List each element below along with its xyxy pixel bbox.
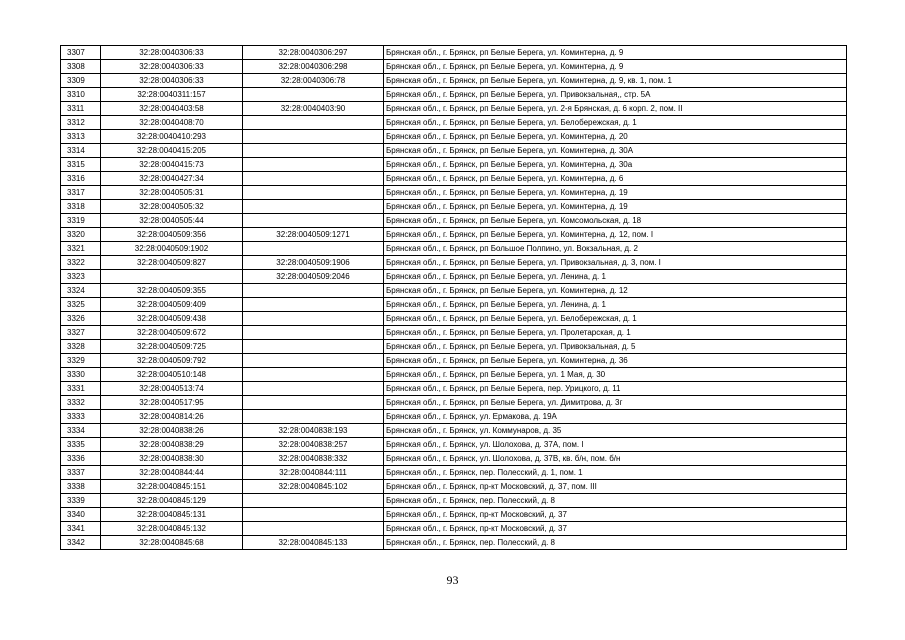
address-cell: Брянская обл., г. Брянск, рп Белые Берега, ул. Коминтерна, д. 9 (384, 60, 847, 74)
table-row (61, 536, 847, 550)
table-row (61, 186, 847, 200)
address-cell: Брянская обл., г. Брянск, пер. Полесский, д. 1, пом. 1 (384, 466, 847, 480)
object-cadastral-number-cell (243, 396, 384, 410)
object-cadastral-number-cell (243, 410, 384, 424)
row-number-cell: 3312 (61, 116, 101, 130)
address-cell: Брянская обл., г. Брянск, рп Белые Берега, ул. Белобережская, д. 1 (384, 312, 847, 326)
table-row (61, 494, 847, 508)
row-number-cell: 3313 (61, 130, 101, 144)
table-row (61, 452, 847, 466)
row-number-cell: 3339 (61, 494, 101, 508)
address-cell: Брянская обл., г. Брянск, рп Белые Берега, ул. Коминтерна, д. 6 (384, 172, 847, 186)
land-cadastral-number-cell: 32:28:0040509:725 (101, 340, 243, 354)
address-cell: Брянская обл., г. Брянск, пр-кт Московский, д. 37 (384, 522, 847, 536)
table-row (61, 438, 847, 452)
table-row (61, 102, 847, 116)
address-cell: Брянская обл., г. Брянск, рп Белые Берега, ул. Коминтерна, д. 9 (384, 46, 847, 60)
land-cadastral-number-cell: 32:28:0040814:26 (101, 410, 243, 424)
land-cadastral-number-cell: 32:28:0040513:74 (101, 382, 243, 396)
land-cadastral-number-cell: 32:28:0040510:148 (101, 368, 243, 382)
land-cadastral-number-cell: 32:28:0040838:29 (101, 438, 243, 452)
table-row (61, 172, 847, 186)
address-cell: Брянская обл., г. Брянск, рп Белые Берега, ул. Коминтерна, д. 30а (384, 158, 847, 172)
object-cadastral-number-cell (243, 508, 384, 522)
table-row (61, 340, 847, 354)
address-cell: Брянская обл., г. Брянск, ул. Ермакова, д. 19А (384, 410, 847, 424)
object-cadastral-number-cell (243, 340, 384, 354)
object-cadastral-number-cell (243, 158, 384, 172)
table-row (61, 144, 847, 158)
address-cell: Брянская обл., г. Брянск, рп Белые Берега, ул. Димитрова, д. 3г (384, 396, 847, 410)
land-cadastral-number-cell: 32:28:0040838:30 (101, 452, 243, 466)
object-cadastral-number-cell: 32:28:0040306:298 (243, 60, 384, 74)
land-cadastral-number-cell: 32:28:0040509:356 (101, 228, 243, 242)
land-cadastral-number-cell: 32:28:0040509:355 (101, 284, 243, 298)
address-cell: Брянская обл., г. Брянск, рп Белые Берега, ул. Ленина, д. 1 (384, 270, 847, 284)
row-number-cell: 3332 (61, 396, 101, 410)
object-cadastral-number-cell (243, 522, 384, 536)
object-cadastral-number-cell: 32:28:0040509:1906 (243, 256, 384, 270)
address-cell: Брянская обл., г. Брянск, рп Большое Полпино, ул. Вокзальная, д. 2 (384, 242, 847, 256)
land-cadastral-number-cell: 32:28:0040845:131 (101, 508, 243, 522)
table-row (61, 214, 847, 228)
row-number-cell: 3337 (61, 466, 101, 480)
object-cadastral-number-cell (243, 88, 384, 102)
land-cadastral-number-cell: 32:28:0040306:33 (101, 74, 243, 88)
address-cell: Брянская обл., г. Брянск, рп Белые Берега, ул. Привокзальная, д. 5 (384, 340, 847, 354)
object-cadastral-number-cell: 32:28:0040306:297 (243, 46, 384, 60)
page-number: 93 (446, 573, 459, 587)
row-number-cell: 3324 (61, 284, 101, 298)
land-cadastral-number-cell: 32:28:0040403:58 (101, 102, 243, 116)
address-cell: Брянская обл., г. Брянск, рп Белые Берега, ул. Коминтерна, д. 9, кв. 1, пом. 1 (384, 74, 847, 88)
land-cadastral-number-cell: 32:28:0040509:792 (101, 354, 243, 368)
row-number-cell: 3325 (61, 298, 101, 312)
table-row (61, 130, 847, 144)
object-cadastral-number-cell: 32:28:0040845:102 (243, 480, 384, 494)
object-cadastral-number-cell (243, 326, 384, 340)
row-number-cell: 3315 (61, 158, 101, 172)
row-number-cell: 3331 (61, 382, 101, 396)
row-number-cell: 3320 (61, 228, 101, 242)
row-number-cell: 3322 (61, 256, 101, 270)
table-row (61, 256, 847, 270)
object-cadastral-number-cell (243, 200, 384, 214)
address-cell: Брянская обл., г. Брянск, пер. Полесский, д. 8 (384, 536, 847, 550)
row-number-cell: 3330 (61, 368, 101, 382)
object-cadastral-number-cell: 32:28:0040838:193 (243, 424, 384, 438)
land-cadastral-number-cell: 32:28:0040509:1902 (101, 242, 243, 256)
row-number-cell: 3323 (61, 270, 101, 284)
row-number-cell: 3341 (61, 522, 101, 536)
object-cadastral-number-cell: 32:28:0040306:78 (243, 74, 384, 88)
row-number-cell: 3340 (61, 508, 101, 522)
row-number-cell: 3329 (61, 354, 101, 368)
land-cadastral-number-cell: 32:28:0040306:33 (101, 60, 243, 74)
address-cell: Брянская обл., г. Брянск, рп Белые Берега, ул. Привокзальная, д. 3, пом. I (384, 256, 847, 270)
row-number-cell: 3314 (61, 144, 101, 158)
table-row (61, 298, 847, 312)
table-row (61, 522, 847, 536)
registry-table (60, 45, 847, 550)
address-cell: Брянская обл., г. Брянск, рп Белые Берега, ул. Комсомольская, д. 18 (384, 214, 847, 228)
land-cadastral-number-cell: 32:28:0040845:129 (101, 494, 243, 508)
table-row (61, 326, 847, 340)
object-cadastral-number-cell: 32:28:0040403:90 (243, 102, 384, 116)
row-number-cell: 3317 (61, 186, 101, 200)
table-row (61, 60, 847, 74)
table-row (61, 396, 847, 410)
address-cell: Брянская обл., г. Брянск, рп Белые Берега, ул. Белобережская, д. 1 (384, 116, 847, 130)
land-cadastral-number-cell: 32:28:0040845:151 (101, 480, 243, 494)
address-cell: Брянская обл., г. Брянск, рп Белые Берега, ул. Коминтерна, д. 20 (384, 130, 847, 144)
table-row (61, 74, 847, 88)
address-cell: Брянская обл., г. Брянск, рп Белые Берега, ул. Коминтерна, д. 19 (384, 200, 847, 214)
land-cadastral-number-cell: 32:28:0040505:31 (101, 186, 243, 200)
address-cell: Брянская обл., г. Брянск, пр-кт Московский, д. 37 (384, 508, 847, 522)
row-number-cell: 3335 (61, 438, 101, 452)
row-number-cell: 3316 (61, 172, 101, 186)
land-cadastral-number-cell: 32:28:0040311:157 (101, 88, 243, 102)
land-cadastral-number-cell: 32:28:0040427:34 (101, 172, 243, 186)
table-row (61, 284, 847, 298)
object-cadastral-number-cell: 32:28:0040509:1271 (243, 228, 384, 242)
address-cell: Брянская обл., г. Брянск, пер. Полесский, д. 8 (384, 494, 847, 508)
row-number-cell: 3334 (61, 424, 101, 438)
land-cadastral-number-cell: 32:28:0040509:672 (101, 326, 243, 340)
land-cadastral-number-cell: 32:28:0040306:33 (101, 46, 243, 60)
row-number-cell: 3311 (61, 102, 101, 116)
land-cadastral-number-cell: 32:28:0040845:68 (101, 536, 243, 550)
land-cadastral-number-cell: 32:28:0040505:32 (101, 200, 243, 214)
address-cell: Брянская обл., г. Брянск, рп Белые Берега, ул. 1 Мая, д. 30 (384, 368, 847, 382)
land-cadastral-number-cell: 32:28:0040410:293 (101, 130, 243, 144)
land-cadastral-number-cell: 32:28:0040509:409 (101, 298, 243, 312)
table-row (61, 354, 847, 368)
table-row (61, 466, 847, 480)
address-cell: Брянская обл., г. Брянск, рп Белые Берега, пер. Урицкого, д. 11 (384, 382, 847, 396)
address-cell: Брянская обл., г. Брянск, рп Белые Берега, ул. Коминтерна, д. 12, пом. I (384, 228, 847, 242)
row-number-cell: 3326 (61, 312, 101, 326)
row-number-cell: 3338 (61, 480, 101, 494)
land-cadastral-number-cell (101, 270, 243, 284)
table-row (61, 116, 847, 130)
land-cadastral-number-cell: 32:28:0040415:73 (101, 158, 243, 172)
table-row (61, 158, 847, 172)
object-cadastral-number-cell: 32:28:0040845:133 (243, 536, 384, 550)
row-number-cell: 3309 (61, 74, 101, 88)
row-number-cell: 3310 (61, 88, 101, 102)
address-cell: Брянская обл., г. Брянск, ул. Коммунаров, д. 35 (384, 424, 847, 438)
row-number-cell: 3308 (61, 60, 101, 74)
table-row (61, 46, 847, 60)
address-cell: Брянская обл., г. Брянск, рп Белые Берега, ул. Коминтерна, д. 12 (384, 284, 847, 298)
object-cadastral-number-cell (243, 130, 384, 144)
address-cell: Брянская обл., г. Брянск, ул. Шолохова, д. 37В, кв. б/н, пом. б/н (384, 452, 847, 466)
object-cadastral-number-cell (243, 214, 384, 228)
table-row (61, 424, 847, 438)
row-number-cell: 3342 (61, 536, 101, 550)
land-cadastral-number-cell: 32:28:0040509:827 (101, 256, 243, 270)
address-cell: Брянская обл., г. Брянск, рп Белые Берега, ул. Коминтерна, д. 36 (384, 354, 847, 368)
object-cadastral-number-cell (243, 144, 384, 158)
table-row (61, 368, 847, 382)
row-number-cell: 3319 (61, 214, 101, 228)
address-cell: Брянская обл., г. Брянск, рп Белые Берега, ул. Привокзальная,, стр. 5А (384, 88, 847, 102)
object-cadastral-number-cell (243, 172, 384, 186)
object-cadastral-number-cell (243, 116, 384, 130)
table-row (61, 242, 847, 256)
row-number-cell: 3321 (61, 242, 101, 256)
address-cell: Брянская обл., г. Брянск, пр-кт Московский, д. 37, пом. III (384, 480, 847, 494)
object-cadastral-number-cell (243, 284, 384, 298)
address-cell: Брянская обл., г. Брянск, рп Белые Берега, ул. Коминтерна, д. 30А (384, 144, 847, 158)
object-cadastral-number-cell (243, 494, 384, 508)
table-row (61, 200, 847, 214)
land-cadastral-number-cell: 32:28:0040845:132 (101, 522, 243, 536)
object-cadastral-number-cell: 32:28:0040844:111 (243, 466, 384, 480)
row-number-cell: 3336 (61, 452, 101, 466)
address-cell: Брянская обл., г. Брянск, рп Белые Берега, ул. Коминтерна, д. 19 (384, 186, 847, 200)
object-cadastral-number-cell (243, 382, 384, 396)
land-cadastral-number-cell: 32:28:0040844:44 (101, 466, 243, 480)
address-cell: Брянская обл., г. Брянск, рп Белые Берега, ул. Пролетарская, д. 1 (384, 326, 847, 340)
table-row (61, 382, 847, 396)
object-cadastral-number-cell: 32:28:0040509:2046 (243, 270, 384, 284)
object-cadastral-number-cell (243, 354, 384, 368)
table-row (61, 480, 847, 494)
object-cadastral-number-cell: 32:28:0040838:257 (243, 438, 384, 452)
row-number-cell: 3307 (61, 46, 101, 60)
land-cadastral-number-cell: 32:28:0040415:205 (101, 144, 243, 158)
table-row (61, 312, 847, 326)
object-cadastral-number-cell (243, 368, 384, 382)
table-row (61, 270, 847, 284)
table-row (61, 228, 847, 242)
object-cadastral-number-cell (243, 312, 384, 326)
object-cadastral-number-cell (243, 298, 384, 312)
object-cadastral-number-cell (243, 186, 384, 200)
row-number-cell: 3333 (61, 410, 101, 424)
land-cadastral-number-cell: 32:28:0040517:95 (101, 396, 243, 410)
land-cadastral-number-cell: 32:28:0040509:438 (101, 312, 243, 326)
table-row (61, 410, 847, 424)
table-body (61, 46, 847, 550)
object-cadastral-number-cell (243, 242, 384, 256)
table-row (61, 88, 847, 102)
land-cadastral-number-cell: 32:28:0040838:26 (101, 424, 243, 438)
address-cell: Брянская обл., г. Брянск, рп Белые Берега, ул. 2-я Брянская, д. 6 корп. 2, пом. II (384, 102, 847, 116)
row-number-cell: 3318 (61, 200, 101, 214)
address-cell: Брянская обл., г. Брянск, рп Белые Берега, ул. Ленина, д. 1 (384, 298, 847, 312)
row-number-cell: 3327 (61, 326, 101, 340)
table-row (61, 508, 847, 522)
land-cadastral-number-cell: 32:28:0040505:44 (101, 214, 243, 228)
address-cell: Брянская обл., г. Брянск, ул. Шолохова, д. 37А, пом. I (384, 438, 847, 452)
object-cadastral-number-cell: 32:28:0040838:332 (243, 452, 384, 466)
row-number-cell: 3328 (61, 340, 101, 354)
land-cadastral-number-cell: 32:28:0040408:70 (101, 116, 243, 130)
